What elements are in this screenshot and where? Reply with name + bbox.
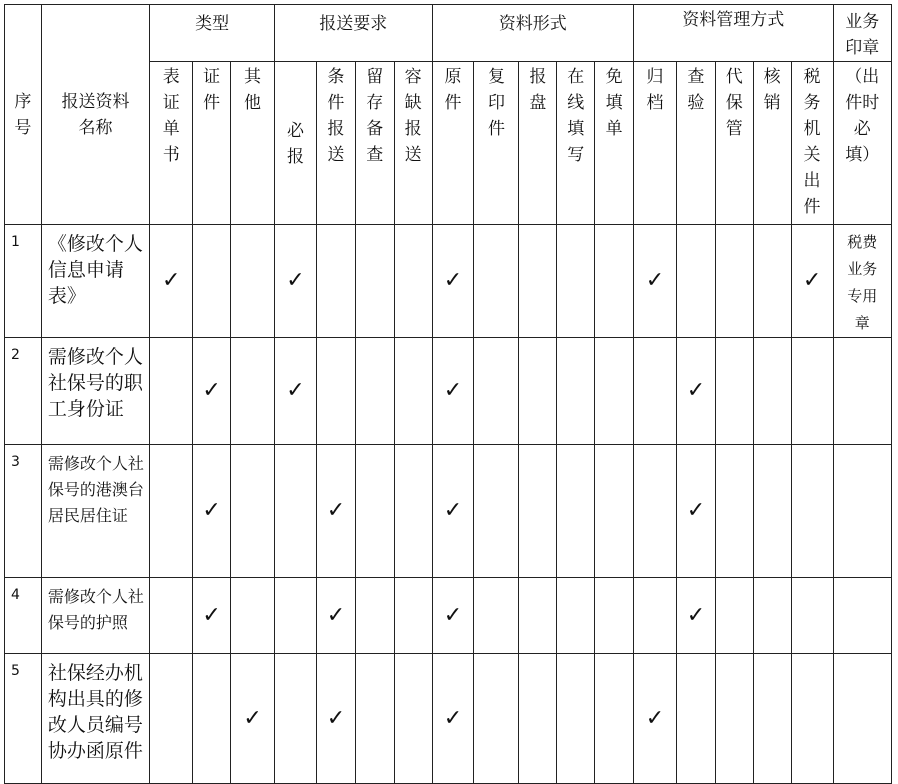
empty-cell — [715, 654, 753, 784]
empty-cell — [753, 654, 791, 784]
business-stamp — [833, 654, 891, 784]
type-subheader: 其他 — [231, 62, 275, 225]
empty-cell — [519, 445, 557, 578]
empty-cell — [474, 654, 519, 784]
check-mark-icon: ✓ — [791, 225, 833, 338]
requirement-subheader: 留存备查 — [355, 62, 394, 225]
row-number: 2 — [5, 338, 42, 445]
management-subheader: 查验 — [677, 62, 716, 225]
form-subheader: 复印件 — [474, 62, 519, 225]
empty-cell — [193, 225, 231, 338]
empty-cell — [231, 225, 275, 338]
seq-header: 序号 — [5, 5, 42, 225]
empty-cell — [355, 445, 394, 578]
empty-cell — [791, 578, 833, 654]
row-number: 1 — [5, 225, 42, 338]
empty-cell — [474, 338, 519, 445]
check-mark-icon: ✓ — [634, 225, 677, 338]
empty-cell — [791, 338, 833, 445]
check-mark-icon: ✓ — [193, 578, 231, 654]
row-number: 3 — [5, 445, 42, 578]
empty-cell — [753, 225, 791, 338]
table-row — [5, 338, 892, 445]
empty-cell — [519, 338, 557, 445]
empty-cell — [753, 338, 791, 445]
table-row — [5, 225, 892, 338]
empty-cell — [275, 654, 317, 784]
header-group-row — [5, 5, 892, 62]
check-mark-icon: ✓ — [432, 338, 474, 445]
material-name: 需修改个人社保号的职工身份证 — [41, 338, 149, 445]
empty-cell — [557, 225, 595, 338]
empty-cell — [519, 225, 557, 338]
check-mark-icon: ✓ — [432, 445, 474, 578]
empty-cell — [519, 578, 557, 654]
empty-cell — [753, 578, 791, 654]
empty-cell — [677, 225, 716, 338]
material-name: 需修改个人社保号的护照 — [41, 578, 149, 654]
check-mark-icon: ✓ — [150, 225, 193, 338]
check-mark-icon: ✓ — [677, 338, 716, 445]
empty-cell — [355, 225, 394, 338]
check-mark-icon: ✓ — [231, 654, 275, 784]
empty-cell — [474, 225, 519, 338]
empty-cell — [355, 338, 394, 445]
empty-cell — [355, 578, 394, 654]
requirement-subheader: 条件报送 — [316, 62, 355, 225]
empty-cell — [275, 578, 317, 654]
check-mark-icon: ✓ — [634, 654, 677, 784]
empty-cell — [677, 654, 716, 784]
check-mark-icon: ✓ — [316, 445, 355, 578]
materials-table — [4, 4, 892, 784]
empty-cell — [715, 225, 753, 338]
check-mark-icon: ✓ — [432, 654, 474, 784]
management-subheader: 核销 — [753, 62, 791, 225]
check-mark-icon: ✓ — [432, 225, 474, 338]
row-number: 5 — [5, 654, 42, 784]
empty-cell — [634, 338, 677, 445]
empty-cell — [791, 445, 833, 578]
empty-cell — [150, 654, 193, 784]
check-mark-icon: ✓ — [677, 445, 716, 578]
empty-cell — [557, 578, 595, 654]
empty-cell — [753, 445, 791, 578]
management-subheader: 归档 — [634, 62, 677, 225]
empty-cell — [150, 445, 193, 578]
empty-cell — [394, 225, 432, 338]
empty-cell — [715, 578, 753, 654]
empty-cell — [634, 578, 677, 654]
table-row — [5, 445, 892, 578]
check-mark-icon: ✓ — [432, 578, 474, 654]
row-number: 4 — [5, 578, 42, 654]
type-subheader: 表证单书 — [150, 62, 193, 225]
empty-cell — [231, 578, 275, 654]
requirement-subheader: 必报 — [275, 62, 317, 225]
check-mark-icon: ✓ — [193, 445, 231, 578]
business-stamp — [833, 445, 891, 578]
empty-cell — [557, 338, 595, 445]
check-mark-icon: ✓ — [316, 654, 355, 784]
material-name: 社保经办机构出具的修改人员编号协办函原件 — [41, 654, 149, 784]
management-subheader: 税务机关出件 — [791, 62, 833, 225]
check-mark-icon: ✓ — [677, 578, 716, 654]
empty-cell — [715, 338, 753, 445]
form-group-header: 资料形式 — [432, 5, 634, 62]
empty-cell — [715, 445, 753, 578]
empty-cell — [474, 578, 519, 654]
empty-cell — [791, 654, 833, 784]
empty-cell — [193, 654, 231, 784]
empty-cell — [595, 445, 634, 578]
empty-cell — [394, 654, 432, 784]
management-subheader: 代保管 — [715, 62, 753, 225]
table-row — [5, 578, 892, 654]
empty-cell — [595, 578, 634, 654]
empty-cell — [316, 225, 355, 338]
empty-cell — [557, 445, 595, 578]
type-subheader: 证件 — [193, 62, 231, 225]
empty-cell — [474, 445, 519, 578]
empty-cell — [150, 338, 193, 445]
check-mark-icon: ✓ — [316, 578, 355, 654]
business-stamp — [833, 578, 891, 654]
empty-cell — [634, 445, 677, 578]
empty-cell — [316, 338, 355, 445]
stamp-group-header: 业务印章 — [833, 5, 891, 62]
material-name: 需修改个人社保号的港澳台居民居住证 — [41, 445, 149, 578]
material-name: 《修改个人信息申请表》 — [41, 225, 149, 338]
business-stamp — [833, 338, 891, 445]
stamp-note-header: （出件时必填） — [833, 62, 891, 225]
requirement-subheader: 容缺报送 — [394, 62, 432, 225]
type-group-header: 类型 — [150, 5, 275, 62]
form-subheader: 报盘 — [519, 62, 557, 225]
requirement-group-header: 报送要求 — [275, 5, 433, 62]
empty-cell — [394, 578, 432, 654]
empty-cell — [231, 445, 275, 578]
empty-cell — [595, 338, 634, 445]
empty-cell — [519, 654, 557, 784]
check-mark-icon: ✓ — [275, 338, 317, 445]
name-header: 报送资料名称 — [41, 5, 149, 225]
empty-cell — [150, 578, 193, 654]
check-mark-icon: ✓ — [275, 225, 317, 338]
business-stamp: 税费业务专用章 — [833, 225, 891, 338]
empty-cell — [394, 338, 432, 445]
empty-cell — [231, 338, 275, 445]
management-group-header: 资料管理方式 — [634, 5, 833, 62]
empty-cell — [595, 654, 634, 784]
empty-cell — [355, 654, 394, 784]
empty-cell — [595, 225, 634, 338]
table-row — [5, 654, 892, 784]
empty-cell — [394, 445, 432, 578]
form-subheader: 在线填写 — [557, 62, 595, 225]
empty-cell — [275, 445, 317, 578]
empty-cell — [557, 654, 595, 784]
form-subheader: 免填单 — [595, 62, 634, 225]
check-mark-icon: ✓ — [193, 338, 231, 445]
form-subheader: 原件 — [432, 62, 474, 225]
